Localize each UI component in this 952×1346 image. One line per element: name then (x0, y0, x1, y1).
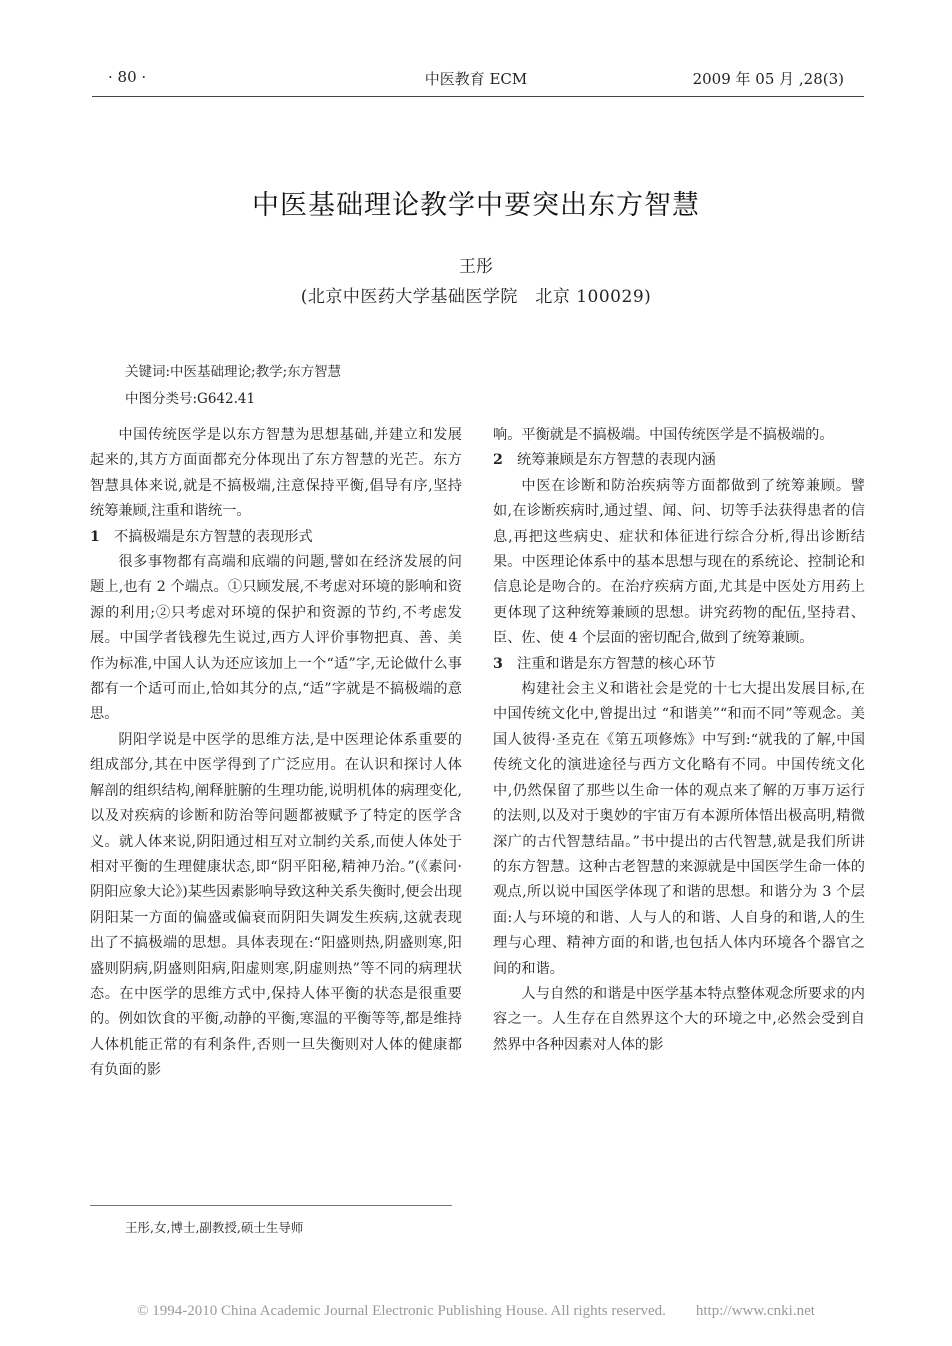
author-affiliation: (北京中医药大学基础医学院 北京 100029) (300, 287, 652, 307)
author-footnote: 王彤,女,博士,副教授,硕士生导师 (125, 1220, 304, 1235)
article-title: 中医基础理论教学中要突出东方智慧 (252, 190, 700, 221)
classification-number: 中图分类号:G642.41 (125, 391, 256, 407)
continued-paragraph: 响。平衡就是不搞极端。中国传统医学是不搞极端的。 (493, 427, 834, 443)
section-number: 1 (90, 528, 100, 545)
page-number: · 80 · (108, 68, 147, 86)
copyright-notice: © 1994-2010 China Academic Journal Electronic Publishing House. All rights reserved. http://www.cnki.net (137, 1303, 815, 1319)
section-heading-1 (90, 525, 462, 550)
right-column (493, 423, 865, 1058)
footnote-rule (90, 1205, 452, 1206)
body-paragraph: 很多事物都有高端和底端的问题,譬如在经济发展的问题上,也有 2 个端点。①只顾发展,不考虑对环境的影响和资源的利用;②只考虑对环境的保护和资源的节约,不考虑发展。中国学者钱穆先生说过,西方人评价事物把真、善、美作为标准,中国人认为还应该加上一个“适”字,无论做什么事都有一个适可而止,恰如其分的点,“适”字就是不搞极端的意思。 (90, 554, 462, 723)
section-number: 3 (493, 655, 503, 672)
issue-info: 2009 年 05 月 ,28(3) (692, 70, 844, 88)
body-paragraph: 中医在诊断和防治疾病等方面都做到了统筹兼顾。譬如,在诊断疾病时,通过望、闻、问、切等手法获得患者的信息,再把这些病史、症状和体征进行综合分析,得出诊断结果。中医理论体系中的基本思想与现在的系统论、控制论和信息论是吻合的。在治疗疾病方面,尤其是中医处方用药上更体现了这种统筹兼顾的思想。讲究药物的配伍,坚持君、臣、佐、使 4 个层面的密切配合,做到了统筹兼顾。 (493, 477, 865, 647)
body-paragraph: 阴阳学说是中医学的思维方法,是中医理论体系重要的组成部分,其在中医学得到了广泛应用。在认识和探讨人体解剖的组织结构,阐释脏腑的生理功能,说明机体的病理变化,以及对疾病的诊断和防治等问题都被赋予了特定的医学含义。就人体来说,阴阳通过相互对立制约关系,而使人体处于相对平衡的生理健康状态,即“阴平阳秘,精神乃治。”(《素问·阴阳应象大论》)某些因素影响导致这种关系失衡时,便会出现阴阳某一方面的偏盛或偏衰而阴阳失调发生疾病,这就表现出了不搞极端的思想。具体表现在:“阳盛则热,阴盛则寒,阳盛则阴病,阴盛则阳病,阳虚则寒,阴虚则热”等不同的病理状态。在中医学的思维方式中,保持人体平衡的状态是很重要的。例如饮食的平衡,动静的平衡,寒温的平衡等等,都是维持人体机能正常的有利条件,否则一旦失衡则对人体的健康都有负面的影 (90, 731, 462, 1079)
section-number: 2 (493, 452, 503, 469)
body-paragraph: 构建社会主义和谐社会是党的十七大提出发展目标,在中国传统文化中,曾提出过 “和谐美”“和而不同”等观念。美国人彼得·圣克在《第五项修炼》中写到:“就我的了解,中国传统文化的演进途径与西方文化略有不同。中国传统文化中,仍然保留了那些以生命一体的观点来了解的万事万运行的法则,以及对于奥妙的宇宙万有本源所体悟出极高明,精微深广的古代智慧结晶。”书中提出的古代智慧,就是我们所讲的东方智慧。这种古老智慧的来源就是中国医学生命一体的观点,所以说中国医学体现了和谐的思想。和谐分为 3 个层面:人与环境的和谐、人与人的和谐、人自身的和谐,人的生理与心理、精神方面的和谐,也包括人体内环境各个器官之间的和谐。 (493, 681, 865, 977)
section-heading-2 (493, 448, 865, 473)
keywords: 关键词:中医基础理论;教学;东方智慧 (125, 364, 342, 380)
intro-paragraph: 中国传统医学是以东方智慧为思想基础,并建立和发展起来的,其方方面面都充分体现出了东方智慧的光芒。东方智慧具体来说,就是不搞极端,注意保持平衡,倡导有序,坚持统筹兼顾,注重和谐统一。 (90, 427, 462, 520)
body-paragraph: 人与自然的和谐是中医学基本特点整体观念所要求的内容之一。人生存在自然界这个大的环境之中,必然会受到自然界中各种因素对人体的影 (493, 985, 865, 1053)
section-title: 注重和谐是东方智慧的核心环节 (517, 655, 716, 672)
section-title: 不搞极端是东方智慧的表现形式 (114, 528, 313, 545)
section-heading-3 (493, 652, 865, 677)
journal-name: 中医教育 ECM (424, 70, 528, 88)
left-column (90, 423, 462, 1084)
header-rule (92, 96, 864, 97)
section-title: 统筹兼顾是东方智慧的表现内涵 (517, 452, 716, 469)
author-name: 王彤 (459, 257, 493, 277)
